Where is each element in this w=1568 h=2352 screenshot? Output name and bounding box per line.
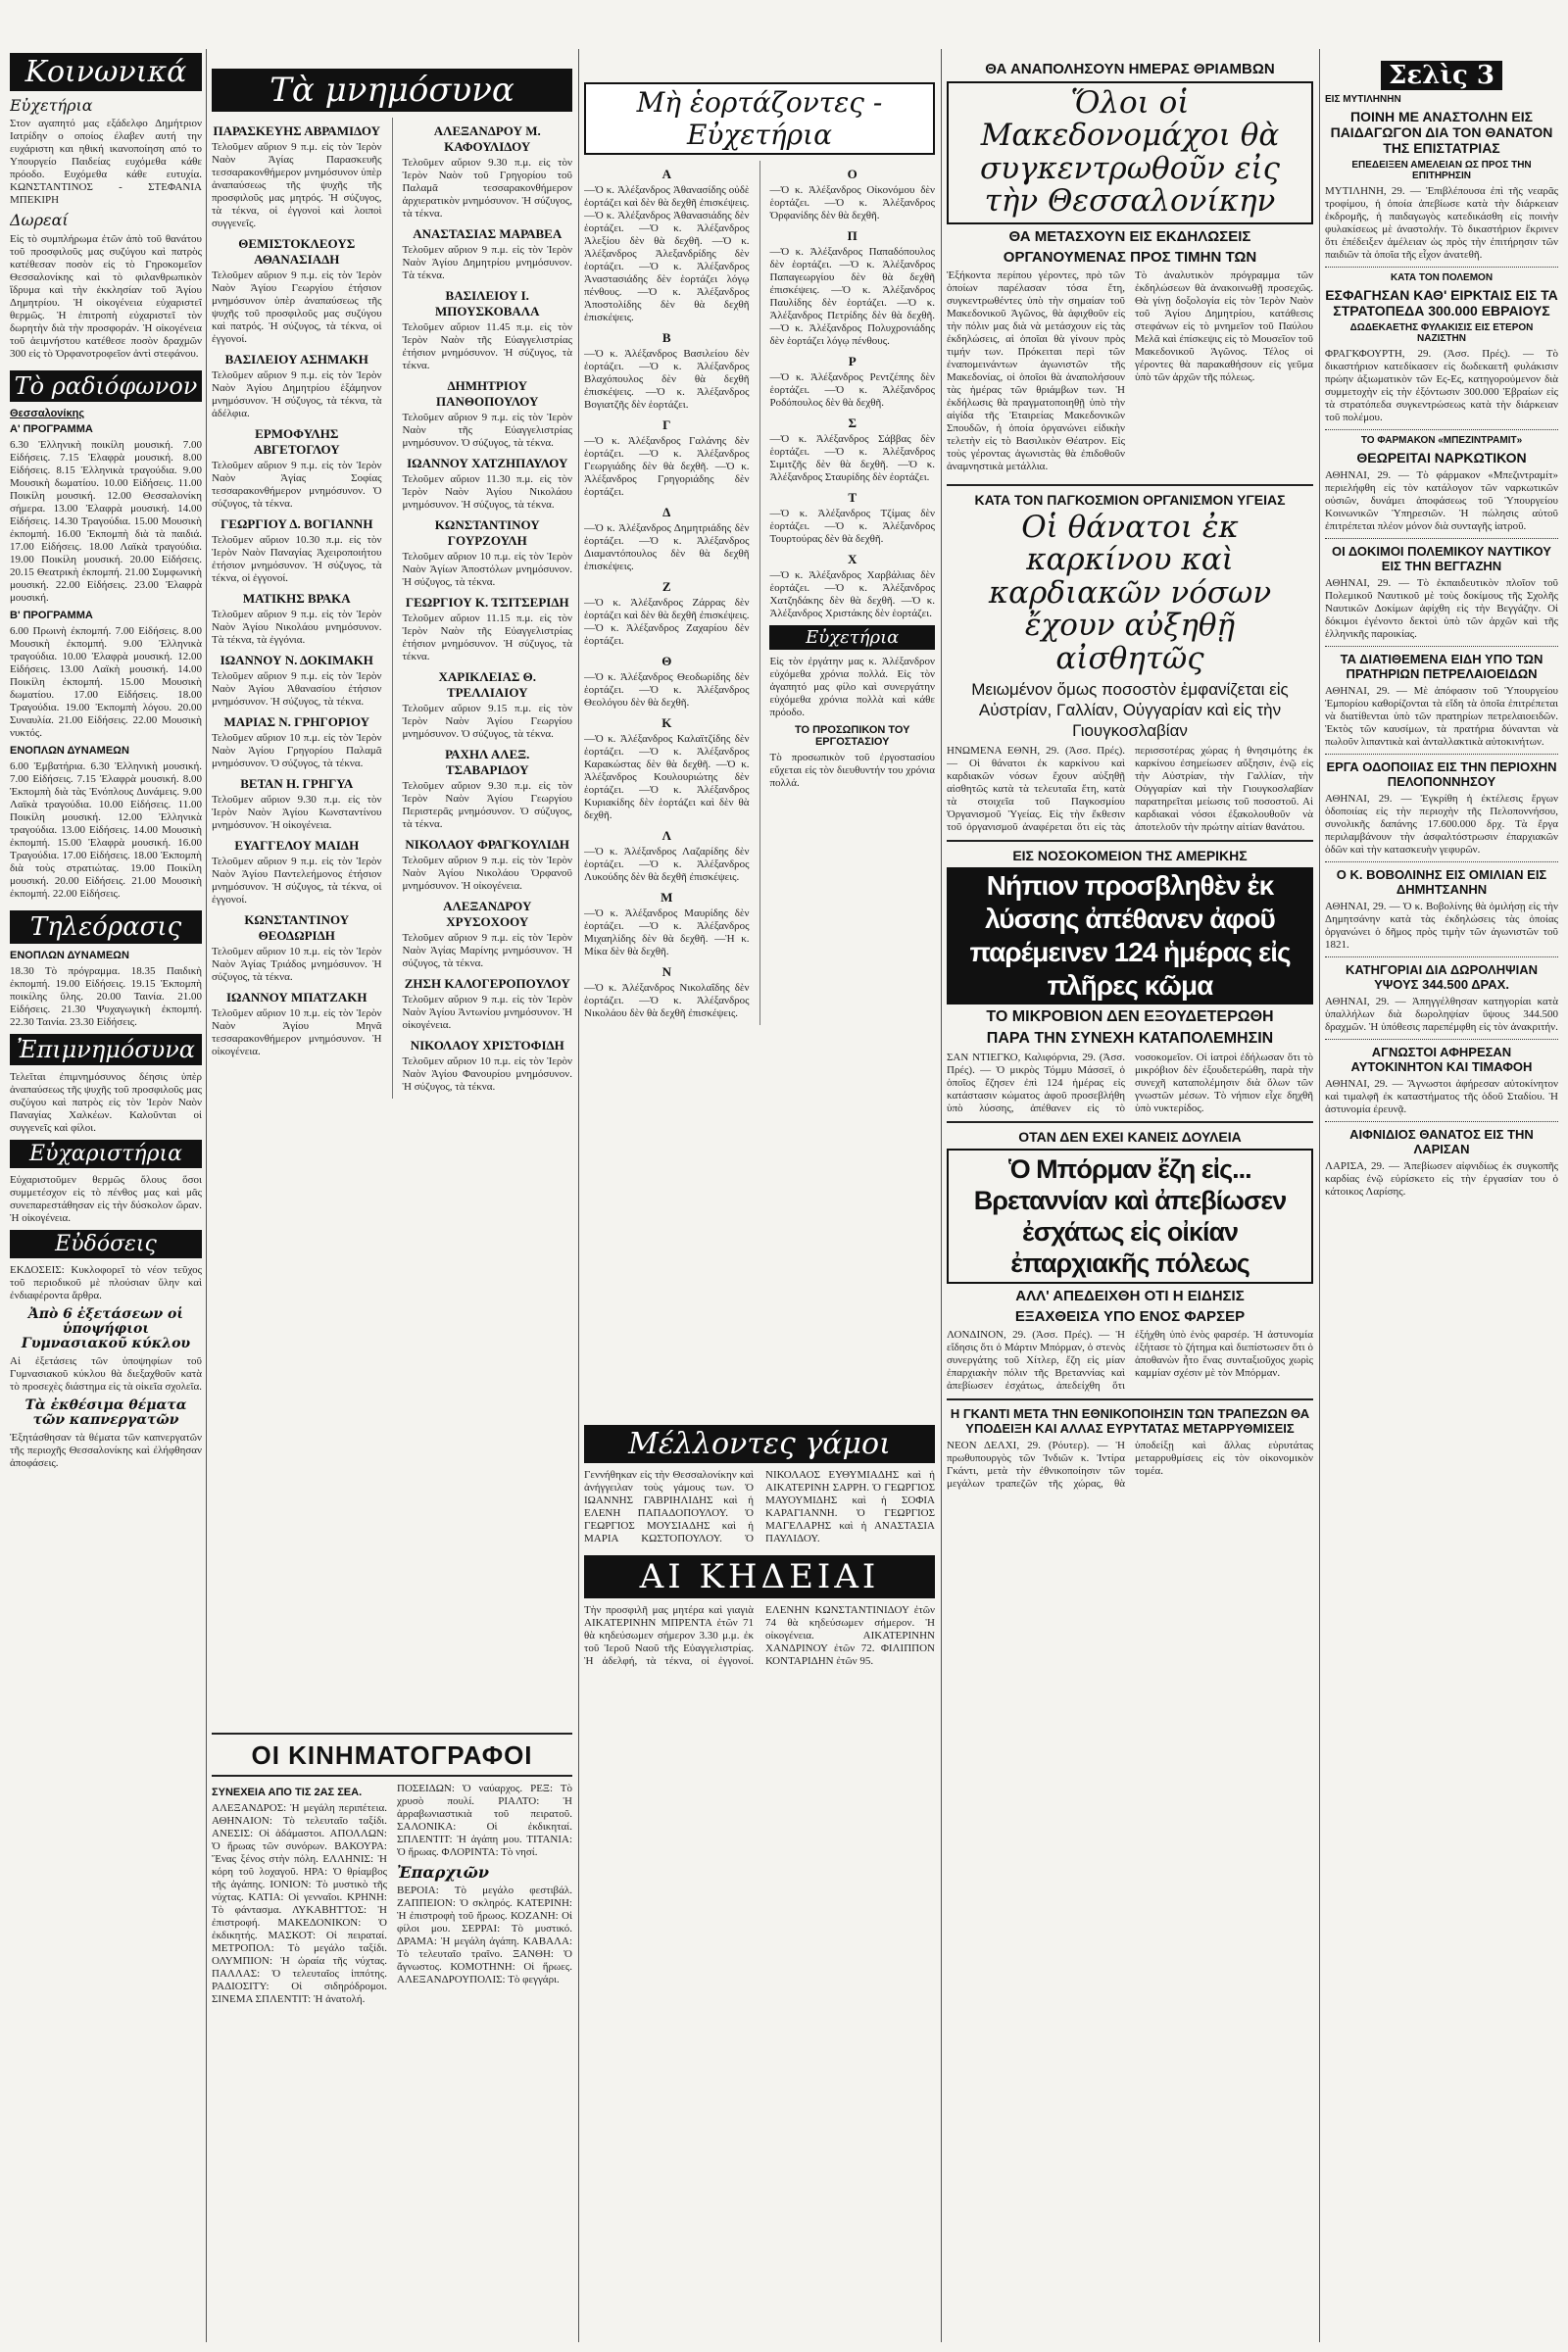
nonceleb-group [584,579,750,648]
story1-sub2: ΟΡΓΑΝΟΥΜΕΝΑΣ ΠΡΟΣ ΤΙΜΗΝ ΤΩΝ [1003,248,1257,266]
memorial-entry-text: Τελοῦμεν αὔριον 9 π.μ. εἰς τὸν Ἱερὸν Ναὸν Ἁγίου Δημητρίου ἑξάμηνον μνημόσυνον. Ἡ σύζυγος, τὰ τέκνα, τὰ ἀδέλφια. [212,369,382,419]
weddings-text: Γεννήθηκαν εἰς τὴν Θεσσαλονίκην καὶ ἀνήγγειλαν τοὺς γάμους των. Ὁ ΙΩΑΝΝΗΣ ΓΑΒΡΙΗΛΙΔΗΣ καὶ ἡ ΕΛΕΝΗ ΠΑΠΑΔΟΠΟΥΛΟΥ. Ὁ ΓΕΩΡΓΙΟΣ ΜΟΥΣΙΑΔΗΣ καὶ ἡ ΜΑΡΙΑ ΚΩΣΤΟΠΟΥΛΟΥ. Ὁ ΝΙΚΟΛΑΟΣ ΕΥΘΥΜΙΑΔΗΣ καὶ ἡ ΑΙΚΑΤΕΡΙΝΗ ΣΑΡΡΗ. Ὁ ΓΕΩΡΓΙΟΣ ΜΑΥΟΥΜΙΔΗΣ καὶ ἡ ΣΟΦΙΑ ΚΑΡΑΓΙΑΝΝΗ. Ὁ ΓΕΩΡΓΙΟΣ ΜΑΓΕΛΑΡΗΣ καὶ ἡ ΑΝΑΣΤΑΣΙΑ ΠΑΥΛΙΔΟΥ. [584,1469,935,1544]
eparchion-title: Ἐπαρχιῶν [397,1863,489,1882]
memorial-entry [402,595,572,663]
cinema-left [212,1783,387,2011]
story4-sub2: ΕΞΑΧΘΕΙΣΑ ΥΠΟ ΕΝΟΣ ΦΑΡΣΕΡ [1014,1308,1246,1326]
story2-kicker: ΚΑΤΑ ΤΟΝ ΠΑΓΚΟΣΜΙΟΝ ΟΡΓΑΝΙΣΜΟΝ ΥΓΕΙΑΣ [974,491,1286,508]
nonceleb-group-title: Ρ [848,354,857,368]
memorial-entry [212,352,382,420]
rubric1-text: Αἱ ἐξετάσεις τῶν ὑποψηφίων τοῦ Γυμνασιακοῦ κύκλου θὰ διεξαχθοῦν κατὰ τὸ προσεχὲς διάστημα εἰς τὰ οἰκεῖα σχολεῖα. [10,1354,202,1393]
nonceleb-group-title: Θ [662,654,672,668]
memorial-entry [212,123,382,230]
nonceleb-group-title: Λ [662,828,671,843]
masthead [1325,61,1558,90]
nonceleb-group-text: —Ὁ κ. Ἀλέξανδρος Θεοδωρίδης δὲν ἑορτάζει. —Ὁ κ. Ἀλέξανδρος Θεολόγου δὲν θὰ δεχθῆ. [584,671,750,709]
brief3-body: ΑΘΗΝΑΙ, 29. — Τὸ φάρμακον «Μπεζιντραμίτ» περιελήφθη εἰς τὸν κατάλογον τῶν ναρκωτικῶν οὐσιῶν, δυνάμει ἀποφάσεως τοῦ Ὑπουργείου Κοινωνικῶν Ὑπηρεσιῶν. Ἡ πώλησις αὐτοῦ ἐπιτρέπεται πλέον μόνον διὰ συνταγῆς ἰατροῦ. [1325,469,1558,532]
nonceleb-group-text: —Ὁ κ. Ἀλέξανδρος Ζάρρας δὲν ἑορτάζει καὶ δὲν θὰ δεχθῆ ἐπισκέψεις. —Ὁ κ. Ἀλέξανδρος Ζαχαρίου δὲν ἑορτάζει. [584,597,750,647]
masthead-sub: ΕΙΣ ΜΥΤΙΛΗΝΗΝ [1325,94,1401,105]
eparchion-text: ΒΕΡΟΙΑ: Τὸ μεγάλο φεστιβάλ. ΖΑΠΠΕΙΟΝ: Ὁ σκληρός. ΚΑΤΕΡΙΝΗ: Ἡ ἐπιστροφὴ τοῦ ἥρωος. ΚΟΖΑΝΗ: Οἱ φίλοι μου. ΣΕΡΡΑΙ: Τὸ μυστικό. ΔΡΑΜΑ: Ἡ μεγάλη ἀγάπη. ΚΑΒΑΛΑ: Τὸ τελευταῖο τραῖνο. ΞΑΝΘΗ: Ὁ ἄγνωστος. ΚΟΜΟΤΗΝΗ: Οἱ ἥρωες. ΑΛΕΞΑΝΔΡΟΥΠΟΛΙΣ: Τὸ φεγγάρι. [397,1885,572,1986]
story3-sub2: ΠΑΡΑ ΤΗΝ ΣΥΝΕΧΗ ΚΑΤΑΠΟΛΕΜΗΣΙΝ [986,1030,1274,1048]
story1-sub1: ΘΑ ΜΕΤΑΣΧΟΥΝ ΕΙΣ ΕΚΔΗΛΩΣΕΙΣ [1008,227,1251,245]
memorial-entry [402,1038,572,1094]
protos-title: ΤΟ ΠΡΟΣΩΠΙΚΟΝ ΤΟΥ ΕΡΓΟΣΤΑΣΙΟΥ [794,724,910,748]
story1-body [947,270,1313,478]
nonceleb-group-text: —Ὁ κ. Ἀλέξανδρος Δημητριάδης δὲν ἑορτάζει. —Ὁ κ. Ἀλέξανδρος Διαμαντόπουλος δὲν θὰ δεχθῆ ἐπισκέψεις. [584,522,750,572]
section-evdoseis: Εὐδόσεις [10,1230,202,1258]
memorial-entry-title: ΧΑΡΙΚΛΕΙΑΣ Θ. ΤΡΕΛΛΙΑΙΟΥ [438,669,536,700]
section-epimnisia: Ἐπιμνημόσυνα [10,1034,202,1065]
nonceleb-group [584,715,750,822]
memorial-entry-title: ΙΩΑΝΝΟΥ ΧΑΤΖΗΠΑΥΛΟΥ [407,456,568,470]
column-rule [578,49,579,2342]
memorial-entry-title: ΜΑΡΙΑΣ Ν. ΓΡΗΓΟΡΙΟΥ [223,714,370,729]
brief10-body: ΛΑΡΙΣΑ, 29. — Ἀπεβίωσεν αἰφνιδίως ἐκ συγκοπῆς καρδίας ἐνῷ εὑρίσκετο εἰς τὴν ἐργασίαν του ὁ κάτοικος Λαρίσης. [1325,1160,1558,1198]
nonceleb-group-text: —Ὁ κ. Ἀλέξανδρος Παπαδόπουλος δὲν ἑορτάζει. —Ὁ κ. Ἀλέξανδρος Παπαγεωργίου δὲν θὰ δεχθῆ ἐπισκέψεις. —Ὁ κ. Ἀλέξανδρος Παυλίδης δὲν ἑορτάζει. —Ὁ κ. Ἀλέξανδρος Πετρίδης δὲν θὰ δεχθῆ. —Ὁ κ. Ἀλέξανδρος Πολυχρονιάδης δὲν ἑορτάζει λόγῳ πένθους. [769,246,935,347]
tileorasis-text: 18.30 Τὸ πρόγραμμα. 18.35 Παιδικὴ ἐκπομπή. 19.00 Εἰδήσεις. 19.15 Ἐκπομπὴ ποικίλης ὕλης. 20.00 Ταινία. 21.00 Εἰδήσεις. 21.30 Ψυχαγωγικὴ ἐκπομπή. 22.30 Ταινία. 23.30 Εἰδήσεις. [10,964,202,1028]
memorial-entry-title: ΕΡΜΟΦΥΛΗΣ ΑΒΓΕΤΟΓΛΟΥ [253,426,340,457]
subsection-doreai: Δωρεαί [10,211,69,230]
enoplon-title: ΕΝΟΠΛΩΝ ΔΥΝΑΜΕΩΝ [10,744,129,757]
page-number: Σελὶς 3 [1381,61,1502,90]
memorial-entry [402,123,572,220]
memorial-entry [212,838,382,906]
story4-headline: Ὁ Μπόρμαν ἔζη εἰς... Βρεταννίαν καὶ ἀπεβίωσεν ἐσχάτως εἰς οἰκίαν ἐπαρχιακῆς πόλεως [947,1149,1313,1284]
memorial-entry-title: ΑΛΕΞΑΝΔΡΟΥ ΧΡΥΣΟΧΟΟΥ [443,899,532,929]
section-radio: Τὸ ραδιόφωνον [10,370,202,402]
cinema-columns [212,1783,572,2011]
nonceleb-list-b [769,167,935,620]
evdoseis-text: ΕΚΔΟΣΕΙΣ: Κυκλοφορεῖ τὸ νέον τεῦχος τοῦ περιοδικοῦ μὲ πλούσιαν ὕλην καὶ ἐνδιαφέροντα ἄρθρα. [10,1263,202,1301]
brief6-headline: ΕΡΓΑ ΟΔΟΠΟΙΙΑΣ ΕΙΣ ΤΗΝ ΠΕΡΙΟΧΗΝ ΠΕΛΟΠΟΝΝΗΣΟΥ [1326,760,1557,789]
rubric2-title: Τὰ ἐκθέσιμα θέματα τῶν καπνεργατῶν [24,1396,187,1428]
nonceleb-group [584,654,750,710]
enoplon-text: 6.00 Ἐμβατήρια. 6.30 Ἑλληνικὴ μουσική. 7.00 Εἰδήσεις. 7.15 Ἐλαφρὰ μουσική. 8.00 Ἐκπομπὴ διὰ τὰς Ἐνόπλους Δυνάμεις. 9.00 Λαϊκὰ τραγούδια. 10.00 Εἰδήσεις. 11.00 Ποικίλη μουσική. 12.00 Ἑλληνικὰ τραγούδια. 13.00 Εἰδήσεις. 14.00 Μουσικὴ ἐκπομπή. 15.00 Ἐλαφρὰ μουσική. 16.00 Τραγούδια. 17.00 Εἰδήσεις. 18.00 Ἐκπομπὴ διὰ τοὺς στρατιώτας. 19.00 Ποικίλη μουσική. 20.00 Εἰδήσεις. 21.00 Μουσικὴ ἐκπομπή. 22.00 Εἰδήσεις. [10,760,202,900]
nonceleb-title: Μὴ ἑορτάζοντες - Εὐχετήρια [584,82,935,155]
story2-headline: Οἱ θάνατοι ἐκ καρκίνου καὶ καρδιακῶν νόσων ἔχουν αὐξηθῇ αἰσθητῶς [988,509,1272,676]
memorial-entry-title: ΖΗΣΗ ΚΑΛΟΓΕΡΟΠΟΥΛΟΥ [404,976,570,991]
story4-sub1: ΑΛΛ' ΑΠΕΔΕΙΧΘΗ ΟΤΙ Η ΕΙΔΗΣΙΣ [1015,1288,1245,1305]
story-rule [947,484,1313,486]
nonceleb-group-title: Ζ [662,579,671,594]
nonceleb-group [584,890,750,958]
brief-rule [1325,1121,1558,1123]
epimnisia-text: Τελεῖται ἐπιμνημόσυνος δέησις ὑπὲρ ἀναπαύσεως τῆς ψυχῆς τοῦ προσφιλοῦς μας συζύγου καὶ πατρὸς εἰς τὸν Ἱερὸν Ναὸν Παναγίας Χαλκέων. Καλοῦνται οἱ συγγενεῖς καὶ φίλοι. [10,1070,202,1134]
funerals-title: ΑΙ ΚΗΔΕΙΑΙ [584,1555,935,1598]
memorial-list-a [212,123,382,1058]
nonceleb-group-text: —Ὁ κ. Ἀλέξανδρος Καλαϊτζίδης δὲν ἑορτάζει. —Ὁ κ. Ἀλέξανδρος Καρακώστας δὲν θὰ δεχθῆ. —Ὁ κ. Ἀλέξανδρος Κουλουριώτης δὲν ἑορτάζει. —Ὁ κ. Ἀλέξανδρος Κυριακίδης δὲν ἑορτάζει καὶ δὲν θὰ δεχθῆ. [584,733,750,821]
programma1-text: 6.30 Ἑλληνικὴ ποικίλη μουσική. 7.00 Εἰδήσεις. 7.15 Ἐλαφρὰ μουσική. 8.00 Εἰδήσεις. 8.15 Ἑλληνικὰ τραγούδια. 9.00 Μουσικὴ δωματίου. 10.00 Εἰδήσεις. 11.00 Ποικίλη μουσική. 12.00 Θεσσαλονίκη σήμερα. 13.00 Ἐλαφρὰ μουσική. 14.00 Εἰδήσεις. 14.30 Τραγούδια. 15.00 Μουσικὴ ἐκπομπή. 16.00 Ἐκπομπὴ διὰ τὰ παιδιά. 17.00 Εἰδήσεις. 18.00 Λαϊκὰ τραγούδια. 19.00 Ποικίλη μουσική. 20.00 Εἰδήσεις. 20.15 Θεατρικὴ ἐκπομπή. 21.00 Συμφωνικὴ μουσική. 22.00 Εἰδήσεις. 23.00 Ἐλαφρὰ μουσική. [10,438,202,604]
nonceleb-group [769,167,935,222]
brief-rule [1325,538,1558,540]
memorial-entry-text: Τελοῦμεν αὔριον 10 π.μ. εἰς τὸν Ἱερὸν Ναὸν Ἁγίων Ἀποστόλων μνημόσυνον. Ἡ σύζυγος, τὰ τέκνα. [402,551,572,588]
brief-rule [1325,861,1558,863]
memorials-right [402,118,572,1099]
nonceleb-eychetiria-text: Εἰς τὸν ἐργάτην μας κ. Ἀλέξανδρον εὐχόμεθα χρόνια πολλά. Εἰς τὸν ἀγαπητό μας φίλο καὶ συνεργάτην εὐχόμεθα χρόνια πολλὰ καὶ κάθε πρόοδο. [769,656,935,718]
nonceleb-group-text: —Ὁ κ. Ἀλέξανδρος Νικολαΐδης δὲν ἑορτάζει. —Ὁ κ. Ἀλέξανδρος Νικολάου δὲν θὰ δεχθῆ ἐπισκέψεις. [584,982,750,1019]
memorial-entry-title: ΚΩΝΣΤΑΝΤΙΝΟΥ ΓΟΥΡΖΟΥΛΗ [434,517,540,548]
nonceleb-group-title: Τ [848,490,858,505]
memorial-entry-text: Τελοῦμεν αὔριον 11.15 π.μ. εἰς τὸν Ἱερὸν Ναὸν τῆς Εὐαγγελιστρίας ἐτήσιον μνημόσυνον. Ἡ σύζυγος, τὰ τέκνα. [402,612,572,662]
story1-kicker: ΘΑ ΑΝΑΠΟΛΗΣΟΥΝ ΗΜΕΡΑΣ ΘΡΙΑΜΒΩΝ [985,61,1275,77]
subsection-eychetiria: Εὐχετήρια [10,96,93,115]
nonceleb-group-title: Σ [848,416,857,430]
brief3-headline: ΘΕΩΡΕΙΤΑΙ ΝΑΡΚΩΤΙΚΟΝ [1356,450,1527,466]
memorial-entry [212,714,382,770]
section-koinonika: Κοινωνικά [10,53,202,91]
section-tileorasis: Τηλεόρασις [10,910,202,944]
memorial-entry-title: ΜΑΤΙΚΗΣ ΒΡΑΚΑ [242,591,351,606]
brief8-body: ΑΘΗΝΑΙ, 29. — Ἀπηγγέλθησαν κατηγορίαι κατὰ ὑπαλλήλων διὰ δωροληψίαν ὕψους 344.500 δραχμῶν. Ἡ ὑπόθεσις παρεπέμφθη εἰς τὸν ἀνακριτήν. [1325,996,1558,1033]
memorial-entry-title: ΙΩΑΝΝΟΥ ΜΠΑΤΖΑΚΗ [226,990,368,1004]
nonceleb-group [584,505,750,573]
memorial-entry [402,899,572,970]
memorial-entry-text: Τελοῦμεν αὔριον 9.30 π.μ. εἰς τὸν Ἱερὸν Ναὸν Ἁγίου Κωνσταντίνου μνημόσυνον. Ἡ οἰκογένεια. [212,794,382,831]
memorial-entry [212,426,382,511]
nonceleb-group-text: —Ὁ κ. Ἀλέξανδρος Μαυρίδης δὲν ἑορτάζει. —Ὁ κ. Ἀλέξανδρος Μιχαηλίδης δὲν θὰ δεχθῆ. —Ἡ κ. Μίκα δὲν θὰ δεχθῆ. [584,907,750,957]
story3-kicker: ΕΙΣ ΝΟΣΟΚΟΜΕΙΟΝ ΤΗΣ ΑΜΕΡΙΚΗΣ [1012,848,1248,864]
memorial-entry-text: Τελοῦμεν αὔριον 10.30 π.μ. εἰς τὸν Ἱερὸν Ναὸν Παναγίας Ἀχειροποιήτου ἐτήσιον μνημόσυνον. Ἡ σύζυγος, τὰ τέκνα, οἱ ἐγγονοί. [212,534,382,584]
memorial-entry-title: ΓΕΩΡΓΙΟΥ Κ. ΤΣΙΤΣΕΡΙΔΗ [405,595,569,610]
nonceleb-group-text: —Ὁ κ. Ἀλέξανδρος Ρεντζέπης δὲν ἑορτάζει. —Ὁ κ. Ἀλέξανδρος Ροδόπουλος δὲν θὰ δεχθῆ. [769,371,935,409]
memorial-entry-text: Τελοῦμεν αὔριον 9 π.μ. εἰς τὸν Ἱερὸν Ναὸν Ἁγίου Παντελεήμονος ἐτήσιον μνημόσυνον. Ἡ σύζυγος, τὰ τέκνα, οἱ ἐγγονοί. [212,856,382,906]
memorial-entry-title: ΒΕΤΑΝ Η. ΓΡΗΓΥΑ [240,776,354,791]
nonceleb-group-text: —Ὁ κ. Ἀλέξανδρος Βασιλείου δὲν ἑορτάζει. —Ὁ κ. Ἀλέξανδρος Βλαχόπουλος δὲν θὰ δεχθῆ ἐπισκέψεις. —Ὁ κ. Ἀλέξανδρος Βογιατζῆς δὲν ἑορτάζει. [584,348,750,411]
column-briefs [1325,61,1558,2342]
nonceleb-group [769,354,935,410]
nonceleb-group-title: Κ [662,715,672,730]
story-rule [947,840,1313,842]
brief4-body: ΑΘΗΝΑΙ, 29. — Τὸ ἐκπαιδευτικὸν πλοῖον τοῦ Πολεμικοῦ Ναυτικοῦ μὲ τοὺς δοκίμους τῆς Σχολῆς Ναυτικῶν Δοκίμων ἀφίχθη εἰς τὴν Βεγγάζην. Οἱ δόκιμοι ἐγένοντο δεκτοὶ ὑπὸ τῶν ἀρχῶν καὶ τῆς ἑλληνικῆς παροικίας. [1325,577,1558,640]
brief2-sub: ΔΩΔΕΚΑΕΤΗΣ ΦΥΛΑΚΙΣΙΣ ΕΙΣ ΕΤΕΡΟΝ ΝΑΖΙΣΤΗΝ [1349,322,1534,344]
brief-rule [1325,754,1558,756]
memorial-entry-text: Τελοῦμεν αὔριον 10 π.μ. εἰς τὸν Ἱερὸν Ναὸν Ἁγίου Γρηγορίου Παλαμᾶ μνημόσυνον. Ὁ σύζυγος, τὰ τέκνα. [212,732,382,769]
nonceleb-group [584,330,750,412]
memorials-title: Τὰ μνημόσυνα [212,69,572,112]
nonceleb-group-title: Γ [662,417,671,432]
memorial-entry-text: Τελοῦμεν αὔριον 9 π.μ. εἰς τὸν Ἱερὸν Ναὸν Ἁγίου Ἀθανασίου ἐτήσιον μνημόσυνον. Ἡ σύζυγος, τὰ τέκνα. [212,670,382,708]
rubric1-title: Ἀπὸ 6 ἐξετάσεων οἱ ὑποψήφιοι Γυμνασιακοῦ κύκλου [21,1305,191,1351]
story3-body: ΣΑΝ ΝΤΙΕΓΚΟ, Καλιφόρνια, 29. (Ἀσσ. Πρές). — Ὁ μικρὸς Τόμμυ Μάσσεϊ, ὁ ὁποῖος ἔζησεν ἐπὶ 124 ἡμέρας εἰς κατάστασιν κώματος ἀφοῦ προσεβλήθη ὑπὸ λύσσης, ἀπέθανεν εἰς τὸ νοσοκομεῖον. Οἱ ἰατροὶ ἐδήλωσαν ὅτι τὸ μικρόβιον δὲν ἐξουδετερώθη, παρὰ τὴν συνεχῆ καταπολέμησιν διὰ ὅλων τῶν γνωστῶν μέσων. Τὸ νήπιον εἶχε δηχθῆ ὑπὸ νυκτερίδος. [947,1052,1313,1115]
story-rule [947,1121,1313,1123]
cinema-text2: ΠΟΣΕΙΔΩΝ: Ὁ ναύαρχος. ΡΕΞ: Τὸ χρυσὸ πουλί. ΡΙΑΛΤΟ: Ἡ ἀρραβωνιαστικιὰ τοῦ πειρατοῦ. ΣΑΛΟΝΙΚΑ: Οἱ ἐκδικηταί. ΣΠΛΕΝΤΙΤ: Ἡ ἀγάπη μου. ΤΙΤΑΝΙΑ: Ὁ ἥρωας. ΦΛΟΡΙΝΤΑ: Τὸ νησί. [397,1783,572,1858]
cinema-text: ΑΛΕΞΑΝΔΡΟΣ: Ἡ μεγάλη περιπέτεια. ΑΘΗΝΑΙΟΝ: Τὸ τελευταῖο ταξίδι. ΑΝΕΣΙΣ: Οἱ ἀδάμαστοι. ΑΠΟΛΛΩΝ: Ὁ ἥρωας τῶν συνόρων. ΒΑΚΟΥΡΑ: Ἕνας ξένος στὴν πόλη. ΕΛΛΗΝΙΣ: Ἡ κόρη τοῦ λοχαγοῦ. ΗΡΑ: Ὁ θρίαμβος τῆς ἀγάπης. ΙΟΝΙΟΝ: Τὸ μυστικὸ τῆς νύχτας. ΚΑΤΙΑ: Οἱ γενναῖοι. ΚΡΗΝΗ: Τὸ φάντασμα. ΛΥΚΑΒΗΤΤΟΣ: Ἡ ἐπιστροφή. ΜΑΚΕΔΟΝΙΚΟΝ: Ὁ ἐκδικητής. ΜΑΣΚΟΤ: Οἱ πειραταί. ΜΕΤΡΟΠΟΛ: Τὸ μεγάλο ταξίδι. ΟΛΥΜΠΙΟΝ: Ἡ ὡραία τῆς νύχτας. ΠΑΛΛΑΣ: Ὁ τελευταῖος ἱππότης. ΡΑΔΙΟΣΙΤΥ: Οἱ σιδηρόδρομοι. ΣΙΝΕΜΑ ΣΠΛΕΝΤΙΤ: Ἡ ἀνατολή. [212,1802,387,2005]
memorial-entry-title: ΓΕΩΡΓΙΟΥ Δ. ΒΟΓΙΑΝΝΗ [220,516,373,531]
brief-rule [1325,429,1558,431]
memorial-entry [402,976,572,1032]
memorial-entry [212,516,382,585]
brief3-kicker: ΤΟ ΦΑΡΜΑΚΟΝ «ΜΠΕΖΙΝΤΡΑΜΙΤ» [1360,435,1523,446]
memorial-entry-title: ΑΝΑΣΤΑΣΙΑΣ ΜΑΡΑΒΕΑ [413,226,563,241]
brief1-sub: ΕΠΕΔΕΙΞΕΝ ΑΜΕΛΕΙΑΝ ΩΣ ΠΡΟΣ ΤΗΝ ΕΠΙΤΗΡΗΣΙΝ [1351,160,1532,181]
memorial-entry-text: Τελοῦμεν αὔριον 10 π.μ. εἰς τὸν Ἱερὸν Ναὸν Ἁγίου Μηνᾶ τεσσαρακονθήμερον μνημόσυνον. Ἡ οἰκογένεια. [212,1007,382,1057]
memorial-entry-title: ΒΑΣΙΛΕΙΟΥ ΑΣΗΜΑΚΗ [224,352,368,367]
protos-text: Τὸ προσωπικὸν τοῦ ἐργοστασίου εὔχεται εἰς τὸν διευθυντήν του χρόνια πολλά. [769,752,935,789]
nonceleb-left [584,161,750,1025]
brief2-headline: ΕΣΦΑΓΗΣΑΝ ΚΑΘ' ΕΙΡΚΤΑΙΣ ΕΙΣ ΤΑ ΣΤΡΑΤΟΠΕΔΑ 300.000 ΕΒΡΑΙΟΥΣ [1325,287,1558,318]
brief-rule [1325,646,1558,648]
memorial-entry [212,236,382,346]
story5-headline: Η ΓΚΑΝΤΙ ΜΕΤΑ ΤΗΝ ΕΘΝΙΚΟΠΟΙΗΣΙΝ ΤΩΝ ΤΡΑΠΕΖΩΝ ΘΑ ΥΠΟΔΕΙΞΗ ΚΑΙ ΑΛΛΑΣ ΕΥΡΥΤΑΤΑΣ ΜΕΤΑΡΡΥΘΜΙΣΕΙΣ [950,1406,1310,1437]
brief9-body: ΑΘΗΝΑΙ, 29. — Ἄγνωστοι ἀφήρεσαν αὐτοκίνητον καὶ τιμαλφῆ ἐκ καταστήματος τῆς ὁδοῦ Σταδίου. Ἡ ἀστυνομία ἐρευνᾷ. [1325,1078,1558,1115]
column-news [947,61,1313,2342]
brief1-headline: ΠΟΙΝΗ ΜΕ ΑΝΑΣΤΟΛΗΝ ΕΙΣ ΠΑΙΔΑΓΩΓΟΝ ΔΙΑ ΤΟΝ ΘΑΝΑΤΟΝ ΤΗΣ ΕΠΙΣΤΑΤΡΙΑΣ [1330,109,1553,156]
brief7-body: ΑΘΗΝΑΙ, 29. — Ὁ κ. Βοβολίνης θὰ ὁμιλήσῃ εἰς τὴν Δημητσάνην κατὰ τὰς ἐκδηλώσεις τὰς ὁποίας ὀργανώνει ὁ δῆμος πρὸς τιμὴν τῶν ἀγωνιστῶν τοῦ 1821. [1325,901,1558,951]
brief1-body: ΜΥΤΙΛΗΝΗ, 29. — Ἐπιβλέπουσα ἐπὶ τῆς νεαρᾶς τροφίμου, ἡ ὁποία ἀπεβίωσε κατὰ τὴν διάρκειαν ἐκδρομῆς, ἡ παιδαγωγὸς κατεδικάσθη εἰς ποινὴν φυλακίσεως μὲ ἀναστολήν. Τὸ δικαστήριον ἔκρινεν ὅτι ἐπέδειξεν ἀμέλειαν ὡς πρὸς τὴν ἐπιτήρησιν τῶν παιδιῶν τὰ ὁποῖα τῆς εἶχον ἀνατεθῆ. [1325,185,1558,261]
nonceleb-group-title: Π [847,228,858,243]
nonceleb-group-title: Ν [662,964,671,979]
memorial-entry-title: ΝΙΚΟΛΑΟΥ ΧΡΙΣΤΟΦΙΔΗ [410,1038,564,1053]
memorials-left [212,118,382,1099]
memorial-entry-text: Τελοῦμεν αὔριον 9 π.μ. εἰς τὸν Ἱερὸν Ναὸν Ἁγίας Μαρίνης μνημόσυνον. Ἡ σύζυγος, τὰ τέκνα. [402,932,572,969]
nonceleb-group [769,552,935,620]
nonceleb-right [769,161,935,1025]
memorial-entry-title: ΔΗΜΗΤΡΙΟΥ ΠΑΝΘΟΠΟΥΛΟΥ [436,378,539,409]
story2-body: ΗΝΩΜΕΝΑ ΕΘΝΗ, 29. (Ἀσσ. Πρές). — Οἱ θάνατοι ἐκ καρκίνου καὶ καρδιακῶν νόσων ἔχουν αὐξηθῇ αἰσθητῶς κατὰ τὰ τελευταῖα ἔτη, κατὰ τὰ στοιχεῖα τοῦ Παγκοσμίου Ὀργανισμοῦ Ὑγείας. Εἰς τὴν ἔκθεσιν τοῦ ὀργανισμοῦ ἀναφέρεται ὅτι εἰς τὰς περισσοτέρας χώρας ἡ θνησιμότης ἐκ καρκίνου ἐσημείωσεν αὔξησιν, ἐνῷ εἰς τὴν Αὐστρίαν, τὴν Γαλλίαν, τὴν Οὐγγαρίαν καὶ τὴν Γιουγκοσλαβίαν παρατηρεῖται μείωσις τοῦ ποσοστοῦ. Αἱ καρδιακαὶ νόσοι ἐξακολουθοῦν νὰ ἀποτελοῦν τὴν πρώτην αἰτίαν θανάτου. [947,745,1313,834]
memorial-entry-text: Τελοῦμεν αὔριον 11.30 π.μ. εἰς τὸν Ἱερὸν Ναὸν Ἁγίου Νικολάου μνημόσυνον. Ἡ σύζυγος, τὰ τέκνα. [402,473,572,511]
story1-body2: Τὸ ἀναλυτικὸν πρόγραμμα τῶν ἐκδηλώσεων θὰ ἀνακοινωθῇ προσεχῶς. Θὰ γίνῃ δοξολογία εἰς τὸν Ἱερὸν Ναὸν τοῦ Ἁγίου Δημητρίου, κατάθεσις στεφάνων εἰς τὸ μνημεῖον τοῦ Παύλου Μελᾶ καὶ ἐπίσκεψις εἰς τὸ Μουσεῖον τοῦ Μακεδονικοῦ Ἀγῶνος. Τέλος οἱ γέροντες θὰ παρακαθήσουν εἰς γεῦμα ὑπὸ τῶν ἀρχῶν τῆς πόλεως. [1135,269,1313,383]
memorial-entry-text: Τελοῦμεν αὔριον 11.45 π.μ. εἰς τὸν Ἱερὸν Ναὸν τῆς Εὐαγγελιστρίας ἐτήσιον μνημόσυνον. Ἡ σύζυγος, τὰ τέκνα. [402,321,572,371]
memorial-entry-title: ΚΩΝΣΤΑΝΤΙΝΟΥ ΘΕΟΔΩΡΙΔΗ [244,912,350,943]
nonceleb-body [584,161,935,1025]
nonceleb-group-title: Β [662,330,671,345]
memorial-entry [212,990,382,1058]
section-eucharistiria: Εὐχαριστήρια [10,1140,202,1168]
memorial-entry-title: ΕΥΑΓΓΕΛΟΥ ΜΑΙΔΗ [234,838,360,853]
memorial-entry-text: Τελοῦμεν αὔριον 9.15 π.μ. εἰς τὸν Ἱερὸν Ναὸν Ἁγίου Γεωργίου μνημόσυνον. Ὁ σύζυγος, τὰ τέκνα. [402,703,572,740]
memorial-entry [212,653,382,709]
cinema-sub: ΣΥΝΕΧΕΙΑ ΑΠΟ ΤΙΣ 2ΑΣ ΣΕΑ. [212,1787,363,1798]
nonceleb-group [769,228,935,348]
memorial-entry-text: Τελοῦμεν αὔριον 9 π.μ. εἰς τὸν Ἱερὸν Ναὸν Ἁγίου Νικολάου μνημόσυνον. Τὰ τέκνα, τὰ ἐγγόνια. [212,609,382,646]
memorials-divider [392,118,393,1099]
memorial-entry-text: Τελοῦμεν αὔριον 9.30 π.μ. εἰς τὸν Ἱερὸν Ναὸν Ἁγίου Γεωργίου Περιστερᾶς μνημόσυνον. Ὁ σύζυγος, τὰ τέκνα. [402,780,572,830]
brief2-body: ΦΡΑΓΚΦΟΥΡΤΗ, 29. (Ἀσσ. Πρές). — Τὸ δικαστήριον κατεδίκασεν εἰς δωδεκαετῆ φυλάκισιν πρώην ἀξιωματικὸν τῶν Ες-Ες, κατηγορούμενον διὰ συμμετοχὴν εἰς τὴν ἐξόντωσιν 300.000 Ἑβραίων εἰς τὰ στρατόπεδα συγκεντρώσεως κατὰ τὴν διάρκειαν τοῦ πολέμου. [1325,348,1558,423]
nonceleb-group-text: —Ὁ κ. Ἀλέξανδρος Λαζαρίδης δὲν ἑορτάζει. —Ὁ κ. Ἀλέξανδρος Λυκούδης δὲν θὰ δεχθῆ ἐπισκέψεις. [584,846,750,883]
nonceleb-group-title: Ο [847,167,858,181]
eucharistiria-text: Εὐχαριστοῦμεν θερμῶς ὅλους ὅσοι συμμετέσχον εἰς τὸ πένθος μας καὶ μᾶς συνεπαρεστάθησαν εἰς τὴν δύσκολον ὥραν. Ἡ οἰκογένεια. [10,1173,202,1224]
nonceleb-group [584,964,750,1020]
memorial-entry-title: ΝΙΚΟΛΑΟΥ ΦΡΑΓΚΟΥΛΙΔΗ [405,837,570,852]
radio-city: Θεσσαλονίκης [10,407,85,419]
funerals-text: Τὴν προσφιλῆ μας μητέρα καὶ γιαγιὰ ΑΙΚΑΤΕΡΙΝΗΝ ΜΠΡΕΝΤΑ ἐτῶν 71 θὰ κηδεύσωμεν σήμερον 3.30 μ.μ. ἐκ τοῦ Ἱεροῦ Ναοῦ τῆς Εὐαγγελιστρίας. Ἡ ἀδελφή, τὰ τέκνα, οἱ ἐγγονοί. ΕΛΕΝΗΝ ΚΩΝΣΤΑΝΤΙΝΙΔΟΥ ἐτῶν 74 θὰ κηδεύσωμεν σήμερον. Ἡ οἰκογένεια. ΑΙΚΑΤΕΡΙΝΗΝ ΧΑΝΔΡΙΝΟΥ ἐτῶν 72. ΦΙΛΙΠΠΟΝ ΚΟΝΤΑΡΙΔΗΝ ἐτῶν 95. [584,1604,935,1667]
memorial-entry [402,747,572,831]
memorials-body [212,118,572,1099]
memorial-entry [402,288,572,372]
cinema-title: ΟΙ ΚΙΝΗΜΑΤΟΓΡΑΦΟΙ [212,1737,572,1777]
nonceleb-group-title: Α [662,167,671,181]
brief8-headline: ΚΑΤΗΓΟΡΙΑΙ ΔΙΑ ΔΩΡΟΛΗΨΙΑΝ ΥΨΟΥΣ 344.500 ΔΡΑΧ. [1345,962,1538,992]
brief-rule [1325,1039,1558,1041]
memorial-entry-text: Τελοῦμεν αὔριον 9 π.μ. εἰς τὸν Ἱερὸν Ναὸν Ἁγίου Ἀντωνίου μνημόσυνον. Ἡ οἰκογένεια. [402,994,572,1031]
story1-headline: Ὅλοι οἱ Μακεδονομάχοι θὰ συγκεντρωθοῦν εἰς τὴν Θεσσαλονίκην [947,81,1313,224]
story5-body: ΝΕΟΝ ΔΕΛΧΙ, 29. (Ρόυτερ). — Ἡ πρωθυπουργὸς τῶν Ἰνδιῶν κ. Ἰντίρα Γκάντι, μετὰ τὴν ἐθνικοποίησιν τῶν μεγάλων τραπεζῶν τῆς χώρας, θὰ ὑποδείξῃ καὶ ἄλλας εὐρυτάτας μεταρρυθμίσεις εἰς τὸν οἰκονομικὸν τομέα. [947,1440,1313,1491]
nonceleb-group-text: —Ὁ κ. Ἀλέξανδρος Τζίμας δὲν ἑορτάζει. —Ὁ κ. Ἀλέξανδρος Τουρτούρας δὲν θὰ δεχθῆ. [769,508,935,545]
memorial-entry [402,456,572,512]
column-rule [1319,49,1320,2342]
memorial-entry-title: ΡΑΧΗΛ ΑΛΕΞ. ΤΣΑΒΑΡΙΔΟΥ [445,747,530,777]
memorial-entry [402,226,572,282]
programma2-title: Β' ΠΡΟΓΡΑΜΜΑ [10,609,93,621]
weddings-title: Μέλλοντες γάμοι [584,1425,935,1463]
column-rule [206,49,207,2342]
nonceleb-group-text: —Ὁ κ. Ἀλέξανδρος Χαρβάλιας δὲν ἑορτάζει. —Ὁ κ. Ἀλέξανδρος Χατζηδάκης δὲν θὰ δεχθῆ. —Ὁ κ. Ἀλέξανδρος Χριστάκης δὲν ἑορτάζει. [769,569,935,619]
memorial-entry-text: Τελοῦμεν αὔριον 9 π.μ. εἰς τὸν Ἱερὸν Ναὸν Ἁγίου Νικολάου Ὀρφανοῦ μνημόσυνον. Ἡ οἰκογένεια. [402,855,572,892]
brief2-kicker: ΚΑΤΑ ΤΟΝ ΠΟΛΕΜΟΝ [1390,272,1494,283]
memorial-entry-text: Τελοῦμεν αὔριον 9 π.μ. εἰς τὸν Ἱερὸν Ναὸν Ἁγίου Δημητρίου μνημόσυνον. Τὰ τέκνα. [402,244,572,281]
memorial-entry [402,837,572,893]
memorial-entry-text: Τελοῦμεν αὔριον 9 π.μ. εἰς τὸν Ἱερὸν Ναὸν Ἁγίας Σοφίας τεσσαρακονθήμερον μνημόσυνον. Ὁ σύζυγος, τὰ τέκνα. [212,460,382,510]
column-society [10,49,202,2342]
nonceleb-group-text: —Ὁ κ. Ἀλέξανδρος Σάββας δὲν ἑορτάζει. —Ὁ κ. Ἀλέξανδρος Σιμιτζῆς δὲν θὰ δεχθῆ. —Ὁ κ. Ἀλέξανδρος Σταυρίδης δὲν ἑορτάζει. [769,433,935,483]
weddings-funerals-box [584,1421,935,2342]
nonceleb-group [584,167,750,324]
nonceleb-group-text: —Ὁ κ. Ἀλέξανδρος Γαλάνης δὲν ἑορτάζει. —Ὁ κ. Ἀλέξανδρος Γεωργιάδης δὲν θὰ δεχθῆ. —Ὁ κ. Ἀλέξανδρος Γρηγοριάδης δὲν ἑορτάζει. [584,435,750,498]
brief10-headline: ΑΙΦΝΙΔΙΟΣ ΘΑΝΑΤΟΣ ΕΙΣ ΤΗΝ ΛΑΡΙΣΑΝ [1349,1127,1534,1156]
memorial-entry-text: Τελοῦμεν αὔριον 9 π.μ. εἰς τὸν Ἱερὸν Ναὸν τῆς Εὐαγγελιστρίας μνημόσυνον. Ὁ σύζυγος, τὰ τέκνα. [402,412,572,449]
doreai-text: Εἰς τὸ συμπλήρωμα ἐτῶν ἀπὸ τοῦ θανάτου τοῦ προσφιλοῦς μας συζύγου καὶ πατρὸς κατέθεσαν ποσὸν εἰς τὸ Γηροκομεῖον Θεσσαλονίκης καὶ τὸ φιλανθρωπικὸν ἵδρυμα καὶ τὴν ἐκκλησίαν τοῦ Ἁγίου Δημητρίου. Ἡ οἰκογένεια εὐχαριστεῖ θερμῶς. Ἡ ἐπιτροπὴ εὐχαριστεῖ τὸν δωρητὴν διὰ τὴν προσφοράν. Ἡ οἰκογένεια τοῦ ἀειμνήστου κατέθεσε ποσὸν δραχμῶν 300 εἰς τὸ Ὀρφανοτροφεῖον ἀντὶ στεφάνου. [10,232,202,360]
column-rule [941,49,942,2342]
brief7-headline: Ο Κ. ΒΟΒΟΛΙΝΗΣ ΕΙΣ ΟΜΙΛΙΑΝ ΕΙΣ ΔΗΜΗΤΣΑΝΗΝ [1336,867,1547,897]
nonceleb-group-title: Δ [662,505,671,519]
memorial-entry [212,912,382,984]
cinema-box [212,1733,572,2344]
memorial-entry-text: Τελοῦμεν αὔριον 10 π.μ. εἰς τὸν Ἱερὸν Ναὸν Ἁγίου Φανουρίου μνημόσυνον. Ἡ σύζυγος, τὰ τέκνα. [402,1055,572,1093]
nonceleb-group [769,490,935,546]
nonceleb-list-a [584,167,750,1020]
brief6-body: ΑΘΗΝΑΙ, 29. — Ἐγκρίθη ἡ ἐκτέλεσις ἔργων ὁδοποιίας εἰς τὴν περιοχὴν τῆς Πελοποννήσου, συνολικῆς δαπάνης 17.600.000 δρχ. Τὰ ἔργα περιλαμβάνουν τὴν ἀσφαλτόστρωσιν ἐπαρχιακῶν ὁδῶν καὶ τὴν κατασκευὴν γεφυρῶν. [1325,793,1558,856]
brief5-headline: ΤΑ ΔΙΑΤΙΘΕΜΕΝΑ ΕΙΔΗ ΥΠΟ ΤΩΝ ΠΡΑΤΗΡΙΩΝ ΠΕΤΡΕΛΑΙΟΕΙΔΩΝ [1340,652,1544,681]
memorial-entry [212,591,382,647]
memorial-entry-title: ΑΛΕΞΑΝΔΡΟΥ Μ. ΚΑΦΟΥΛΙΔΟΥ [433,123,541,154]
nonceleb-group [769,416,935,484]
nonceleb-eychetiria-title: Εὐχετήρια [769,625,935,650]
nonceleb-group-title: Μ [661,890,673,905]
story3-headline: Νήπιον προσβληθὲν ἐκ λύσσης ἀπέθανεν ἀφοῦ παρέμεινεν 124 ἡμέρας εἰς πλῆρες κῶμα [947,867,1313,1004]
memorial-entry [402,669,572,741]
rubric2-text: Ἐξητάσθησαν τὰ θέματα τῶν καπνεργατῶν τῆς περιοχῆς Θεσσαλονίκης καὶ ἐλήφθησαν ἀποφάσεις. [10,1432,202,1470]
eychetiria-text: Στον αγαπητό μας εξάδελφο Δημήτριον Ιατρίδην ο οποίος έλαβεν αυτή την ευχάριστη και ηθική ικανοποίηση από το Υπουργείο Παιδείας ευχόμεθα κάθε πρόοδο. Ευχόμεθα κάθε ευτυχία. ΚΩΝΣΤΑΝΤΙΝΟΣ - ΣΤΕΦΑΝΙΑ ΜΠΕΚΙΡΗ [10,118,202,207]
brief-rule [1325,956,1558,958]
nonceleb-group [584,417,750,499]
memorial-entry-text: Τελοῦμεν αὔριον 9.30 π.μ. εἰς τὸν Ἱερὸν Ναὸν τοῦ Γρηγορίου τοῦ Παλαμᾶ τεσσαρακονθήμερον ἀρχιερατικὸν μνημόσυνον. Ἡ σύζυγος, τὰ τέκνα. [402,157,572,220]
programma2-text: 6.00 Πρωινὴ ἐκπομπή. 7.00 Εἰδήσεις. 8.00 Μουσικὴ ἐκπομπή. 9.00 Ἑλληνικὰ τραγούδια. 10.00 Ἐλαφρὰ μουσική. 12.00 Εἰδήσεις. 13.00 Λαϊκὴ μουσική. 14.00 Ποικίλη ἐκπομπή. 15.00 Μουσικὴ δωματίου. 17.00 Εἰδήσεις. 18.00 Τραγούδια. 19.00 Ἐκπομπὴ λόγου. 20.00 Συναυλία. 21.00 Εἰδήσεις. 22.00 Μουσικὴ νυκτός. [10,624,202,739]
memorial-entry-text: Τελοῦμεν αὔριον 9 π.μ. εἰς τὸν Ἱερὸν Ναὸν Ἁγίας Παρασκευῆς τεσσαρακονθήμερον μνημόσυνον ὑπὲρ ἀναπαύσεως τῆς ψυχῆς τῆς προσφιλοῦς μας μητρός. Ἡ σύζυγος, τὰ τέκνα, οἱ ἐγγονοὶ καὶ λοιποὶ συγγενεῖς. [212,141,382,229]
programma1-title: Α' ΠΡΟΓΡΑΜΜΑ [10,422,93,435]
nonceleb-group-text: —Ὁ κ. Ἀλέξανδρος Ἀθανασίδης οὐδὲ ἑορτάζει καὶ δὲν θὰ δεχθῆ ἐπισκέψεις. —Ὁ κ. Ἀλέξανδρος Ἀθανασιάδης δὲν ἑορτάζει. —Ὁ κ. Ἀλέξανδρος Ἀλεξίου δὲν θὰ δεχθῆ. —Ὁ κ. Ἀλέξανδρος Ἀλεξανδρίδης δὲν ἑορτάζει. —Ὁ κ. Ἀλέξανδρος Ἀναστασιάδης δὲν ἑορτάζει λόγῳ πένθους. —Ὁ κ. Ἀλέξανδρος Ἀποστολίδης δὲν θὰ δεχθῆ ἐπισκέψεις. [584,184,750,323]
cinema-right [397,1783,572,2011]
story4-kicker: ΟΤΑΝ ΔΕΝ ΕΧΕΙ ΚΑΝΕΙΣ ΔΟΥΛΕΙΑ [1018,1129,1242,1146]
memorial-entry-text: Τελοῦμεν αὔριον 10 π.μ. εἰς τὸν Ἱερὸν Ναὸν Ἁγίας Τριάδος μνημόσυνον. Ἡ σύζυγος, τὰ τέκνα. [212,946,382,983]
brief9-headline: ΑΓΝΩΣΤΟΙ ΑΦΗΡΕΣΑΝ ΑΥΤΟΚΙΝΗΤΟΝ ΚΑΙ ΤΙΜΑΦΟΗ [1350,1045,1533,1074]
story4-body: ΛΟΝΔΙΝΟΝ, 29. (Ἀσσ. Πρές). — Ἡ εἴδησις ὅτι ὁ Μάρτιν Μπόρμαν, ὁ στενὸς συνεργάτης τοῦ Χίτλερ, ἔζη εἰς μίαν ἐπαρχιακὴν πόλιν τῆς Βρεταννίας καὶ ἀπεβίωσεν ἐσχάτως, ἀπεδείχθη ὅτι ἐξήχθη ὑπὸ ἑνὸς φαρσέρ. Ἡ ἀστυνομία ἐξήτασε τὸ ζήτημα καὶ διεπίστωσεν ὅτι ὁ ἀποθανὼν ἦτο ἕνας συνταξιοῦχος χωρὶς καμμίαν σχέσιν μὲ τὸν Μπόρμαν. [947,1329,1313,1393]
memorial-entry [402,378,572,450]
memorial-entry [212,776,382,832]
brief5-body: ΑΘΗΝΑΙ, 29. — Μὲ ἀπόφασιν τοῦ Ὑπουργείου Ἐμπορίου καθορίζονται τὰ εἴδη τὰ ὁποῖα ἐπιτρέπεται νὰ διατίθενται ὑπὸ τῶν πρατηρίων πετρελαιοειδῶν. Ἐκτὸς τῶν καυσίμων, τὰ πρατήρια δύνανται νὰ πωλοῦν λιπαντικὰ καὶ ἀνταλλακτικὰ αὐτοκινήτων. [1325,685,1558,748]
story-rule [947,1398,1313,1400]
nonceleb-group-text: —Ὁ κ. Ἀλέξανδρος Οἰκονόμου δὲν ἑορτάζει. —Ὁ κ. Ἀλέξανδρος Ὀρφανίδης δὲν θὰ δεχθῆ. [769,184,935,221]
memorial-entry-title: ΒΑΣΙΛΕΙΟΥ Ι. ΜΠΟΥΣΚΟΒΑΛΑ [435,288,540,318]
story1-body1: Ἑξήκοντα περίπου γέροντες, πρὸ τῶν ὁποίων παρέλασαν τόσα ἔτη, συγκεντρωθέντες ὑπὸ τὴν σημαίαν τοῦ Μακεδονικοῦ Ἀγῶνος, θὰ ἀφιχθοῦν εἰς τὴν πόλιν μας διὰ νὰ μετάσχουν εἰς τὰς ἐκδηλώσεις, αἱ ὁποῖαι θὰ γίνουν πρὸς τιμήν των. Πρόκειται περὶ τῶν ἐναπομεινάντων ἀγωνιστῶν τῆς Μακεδονίας, οἱ ὁποῖοι θὰ ἀναπολήσουν τὰς ἡμέρας τῶν θριάμβων των. Ἡ ἐκδήλωσις θὰ πραγματοποιηθῇ ὑπὸ τὴν αἰγίδα τῆς Ἑταιρείας Μακεδονικῶν Σπουδῶν, ἡ ὁποία ὀργανώνει εἰδικὴν τελετὴν εἰς τὸ Βασιλικὸν Θέατρον. Εἰς τοὺς γέροντας ἀγωνιστὰς θὰ ἐπιδοθοῦν ἀναμνηστικὰ μετάλλια. [947,269,1125,472]
memorial-list-b [402,123,572,1094]
memorial-entry-title: ΘΕΜΙΣΤΟΚΛΕΟΥΣ ΑΘΑΝΑΣΙΑΔΗ [238,236,356,267]
memorial-entry-text: Τελοῦμεν αὔριον 9 π.μ. εἰς τὸν Ἱερὸν Ναὸν Ἁγίου Γεωργίου ἐτήσιον μνημόσυνον ὑπὲρ ἀναπαύσεως τῆς ψυχῆς τοῦ προσφιλοῦς μας συζύγου καὶ πατρός. Ἡ σύζυγος, τὰ τέκνα, οἱ ἐγγονοί. [212,270,382,345]
brief4-headline: ΟΙ ΔΟΚΙΜΟΙ ΠΟΛΕΜΙΚΟΥ ΝΑΥΤΙΚΟΥ ΕΙΣ ΤΗΝ ΒΕΓΓΑΖΗΝ [1332,544,1551,573]
nonceleb-group [584,828,750,884]
tileorasis-sub: ΕΝΟΠΛΩΝ ΔΥΝΑΜΕΩΝ [10,949,129,961]
memorial-entry-title: ΙΩΑΝΝΟΥ Ν. ΔΟΚΙΜΑΚΗ [220,653,373,667]
memorial-entry-title: ΠΑΡΑΣΚΕΥΗΣ ΑΒΡΑΜΙΔΟΥ [213,123,381,138]
memorial-entry [402,517,572,589]
nonceleb-group-title: Χ [848,552,858,566]
brief-rule [1325,267,1558,269]
story3-sub1: ΤΟ ΜΙΚΡΟΒΙΟΝ ΔΕΝ ΕΞΟΥΔΕΤΕΡΩΘΗ [986,1008,1274,1026]
story2-deck: Μειωμένον ὅμως ποσοστὸν ἐμφανίζεται εἰς Αὐστρίαν, Γαλλίαν, Οὐγγαρίαν καὶ εἰς τὴν Γιουγκοσλαβίαν [971,680,1289,741]
